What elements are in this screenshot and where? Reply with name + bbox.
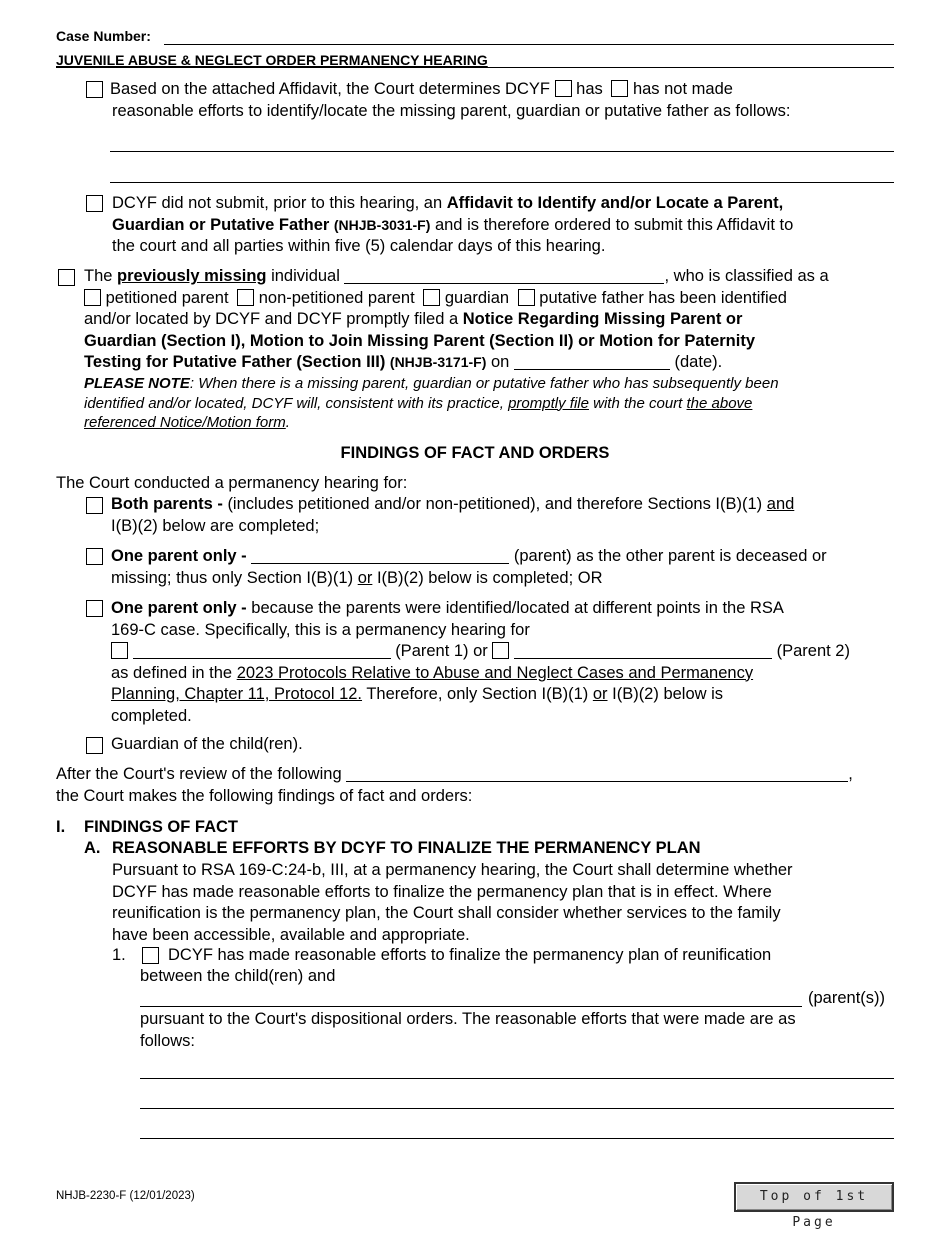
affidavit-determination-checkbox[interactable] [86, 81, 103, 98]
item-1-number: 1. [112, 946, 126, 964]
affidavit-not-submitted-text: DCYF did not submit, prior to this hearing, an Affidavit to Identify and/or Locate a Parent, Guardian or Putative Father (NHJB-3031-F) and is therefore ordered to submit this Affidavit to the court and all parties within five (5) calendar days of this hearing. [112, 194, 794, 255]
parents-label: (parent(s)) [808, 989, 886, 1007]
case-number-field[interactable] [164, 44, 894, 45]
guardian-checkbox[interactable] [423, 289, 440, 306]
putative-father-checkbox[interactable] [518, 289, 535, 306]
review-items-field[interactable] [346, 766, 848, 782]
review-text: After the Court's review of the following , the Court makes the following findings of fact and orders: [56, 765, 853, 805]
missing-individual-field[interactable] [344, 268, 664, 284]
form-id: NHJB-2230-F (12/01/2023) [56, 1190, 195, 1202]
efforts-answer-line-2[interactable] [110, 182, 894, 183]
item-1-continuation: pursuant to the Court's dispositional orders. The reasonable efforts that were made are as follows: [140, 1010, 796, 1050]
reunification-efforts-checkbox[interactable] [142, 947, 159, 964]
item-1-text: DCYF has made reasonable efforts to finalize the permanency plan of reunification [168, 946, 772, 964]
section-i-title: FINDINGS OF FACT [84, 818, 238, 836]
parents-name-field[interactable] [140, 1006, 802, 1007]
section-a-title: REASONABLE EFFORTS BY DCYF TO FINALIZE THE PERMANENCY PLAN [112, 839, 701, 857]
one-parent-different-points-text: One parent only - because the parents were identified/located at different points in the RSA 169-C case. Specifically, this is a permanency hearing for (Parent 1) or (Parent 2) as defined in the 2023 Protocols Relative to Abuse and Neglect Cases and Permanency Planning, Chapter 11, Protocol 12. Therefore, only Section I(B)(1) or I(B)(2) below is completed. [111, 599, 850, 725]
findings-heading: FINDINGS OF FACT AND ORDERS [340, 444, 610, 462]
non-petitioned-parent-checkbox[interactable] [237, 289, 254, 306]
efforts-answer-line-1[interactable] [110, 151, 894, 152]
case-number-label: Case Number: [56, 28, 151, 44]
section-i-number: I. [56, 818, 66, 836]
parent-1-checkbox[interactable] [111, 642, 128, 659]
affidavit-not-submitted-checkbox[interactable] [86, 195, 103, 212]
efforts-made-line-3[interactable] [140, 1138, 894, 1139]
efforts-made-line-1[interactable] [140, 1078, 894, 1079]
parent-2-field[interactable] [514, 643, 772, 659]
top-of-first-page-button[interactable]: Top of 1st Page [734, 1182, 894, 1212]
guardian-of-children-checkbox[interactable] [86, 737, 103, 754]
section-a-number: A. [84, 839, 101, 857]
both-parents-text: Both parents - (includes petitioned and/or non-petitioned), and therefore Sections I(B)(1) and I(B)(2) below are completed; [111, 495, 795, 535]
parent-2-checkbox[interactable] [492, 642, 509, 659]
has-not-made-checkbox[interactable] [611, 80, 628, 97]
filing-date-field[interactable] [514, 354, 670, 370]
efforts-made-line-2[interactable] [140, 1108, 894, 1109]
affidavit-line1: Based on the attached Affidavit, the Court determines DCYF has has not made [110, 80, 733, 98]
one-parent-deceased-checkbox[interactable] [86, 548, 103, 565]
hearing-intro: The Court conducted a permanency hearing for: [56, 474, 408, 492]
item-1-line2: between the child(ren) and [140, 967, 336, 985]
previously-missing-text: The previously missing individual , who is classified as a petitioned parent non-petitioned parent guardian putative father has been identified and/or located by DCYF and DCYF promptly filed a Notice Regarding Missing Parent or Guardian (Section I), Motion to Join Missing Parent (Section II) or Motion for Paternity Testing for Putative Father (Section III) (NHJB-3171-F) on (date). [84, 267, 829, 371]
both-parents-checkbox[interactable] [86, 497, 103, 514]
has-checkbox[interactable] [555, 80, 572, 97]
one-parent-deceased-text: One parent only - (parent) as the other parent is deceased or missing; thus only Section I(B)(1) or I(B)(2) below is completed; OR [111, 547, 827, 587]
header-rule [56, 67, 894, 68]
parent-1-field[interactable] [133, 643, 391, 659]
previously-missing-checkbox[interactable] [58, 269, 75, 286]
section-a-paragraph: Pursuant to RSA 169-C:24-b, III, at a permanency hearing, the Court shall determine whether DCYF has made reasonable efforts to finalize the permanency plan that is in effect. Where reunification is the permanency plan, the Court shall consider whether services to the family have been accessible, available and appropriate. [112, 861, 793, 944]
one-parent-name-field[interactable] [251, 548, 509, 564]
form-title: JUVENILE ABUSE & NEGLECT ORDER PERMANENCY HEARING [56, 52, 488, 68]
guardian-of-children-label: Guardian of the child(ren). [111, 735, 303, 753]
petitioned-parent-checkbox[interactable] [84, 289, 101, 306]
one-parent-different-points-checkbox[interactable] [86, 600, 103, 617]
please-note: PLEASE NOTE: When there is a missing parent, guardian or putative father who has subsequently been identified and/or located, DCYF will, consistent with its practice, promptly file with the court the above referenced Notice/Motion form. [84, 375, 779, 431]
affidavit-line2: reasonable efforts to identify/locate the missing parent, guardian or putative father as follows: [112, 102, 791, 120]
